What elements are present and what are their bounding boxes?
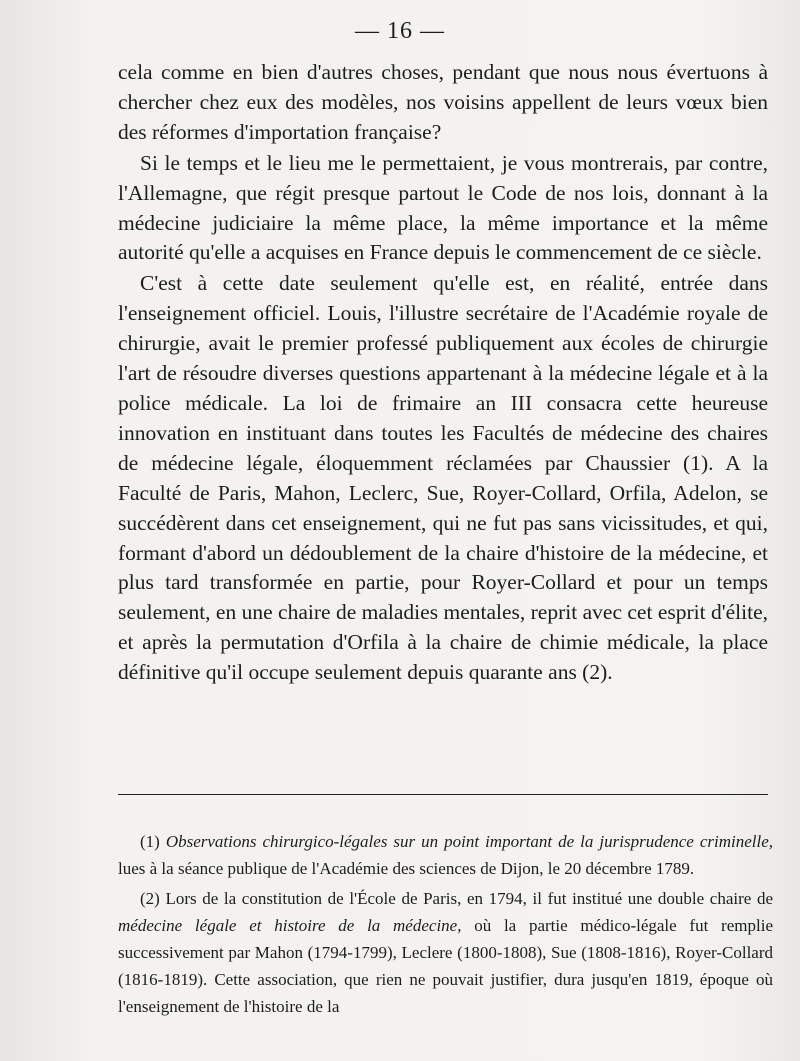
paragraph: C'est à cette date seulement qu'elle est, en réalité, entrée dans l'enseignement officiel. Louis, l'illustre secrétaire de l'Académie royale de chirurgie, avait le premier professé publiquement aux écoles de chirurgie l'art de résoudre diverses questions appartenant à la médecine légale et à la police médicale. La loi de frimaire an III consacra cette heureuse innovation en instituant dans toutes les Facultés de médecine des chaires de médecine légale, éloquemment réclamées par Chaussier (1). A la Faculté de Paris, Mahon, Leclerc, Sue, Royer-Collard, Orfila, Adelon, se succédèrent dans cet enseignement, qui ne fut pas sans vicissitudes, et qui, formant d'abord un dédoublement de la chaire d'histoire de la médecine, et plus tard transformée en partie, pour Royer-Collard et pour un temps seulement, en une chaire de maladies mentales, reprit avec cet esprit d'élite, et après la permutation d'Orfila à la chaire de chimie médicale, la place définitive qu'il occupe seulement depuis quarante ans (2). [118, 271, 768, 685]
footnote-text: lues à la séance publique de l'Académie des sciences de Dijon, le 20 décembre 1789. [118, 859, 695, 878]
footnote-1 [118, 828, 773, 882]
page-number: — 16 — [355, 18, 445, 44]
footnote-text: , où la partie médico-légale fut remplie successivement par Mahon (1794-1799), Leclere (1800-1808), Sue (1808-1816), Royer-Collard (1816-1819). Cette association, que rien ne pouvait justifier, dura jusqu'en 1819, époque où l'enseignement de l'histoire de la [118, 916, 773, 1016]
footnote-italic: médecine légale et histoire de la médecine [118, 916, 458, 935]
footnotes [118, 828, 773, 1023]
footnote-marker: (1) [140, 832, 160, 851]
paragraph: cela comme en bien d'autres choses, pendant que nous nous évertuons à chercher chez eux des modèles, nos voisins appellent de leurs vœux bien des réformes d'importation française? [118, 60, 768, 144]
footnote-title: Observations chirurgico-légales sur un point important de la jurisprudence criminelle, [165, 832, 773, 851]
footnote-text: (2) Lors de la constitution de l'École de Paris, en 1794, il fut institué une double chaire de [140, 889, 773, 908]
footnote-divider [118, 794, 768, 795]
paragraph: Si le temps et le lieu me le permettaient, je vous montrerais, par contre, l'Allemagne, que régit presque partout le Code de nos lois, donnant à la médecine judiciaire la même place, la même importance et la même autorité qu'elle a acquises en France depuis le commencement de ce siècle. [118, 150, 768, 265]
main-text [118, 58, 768, 688]
footnote-2 [118, 885, 773, 1020]
